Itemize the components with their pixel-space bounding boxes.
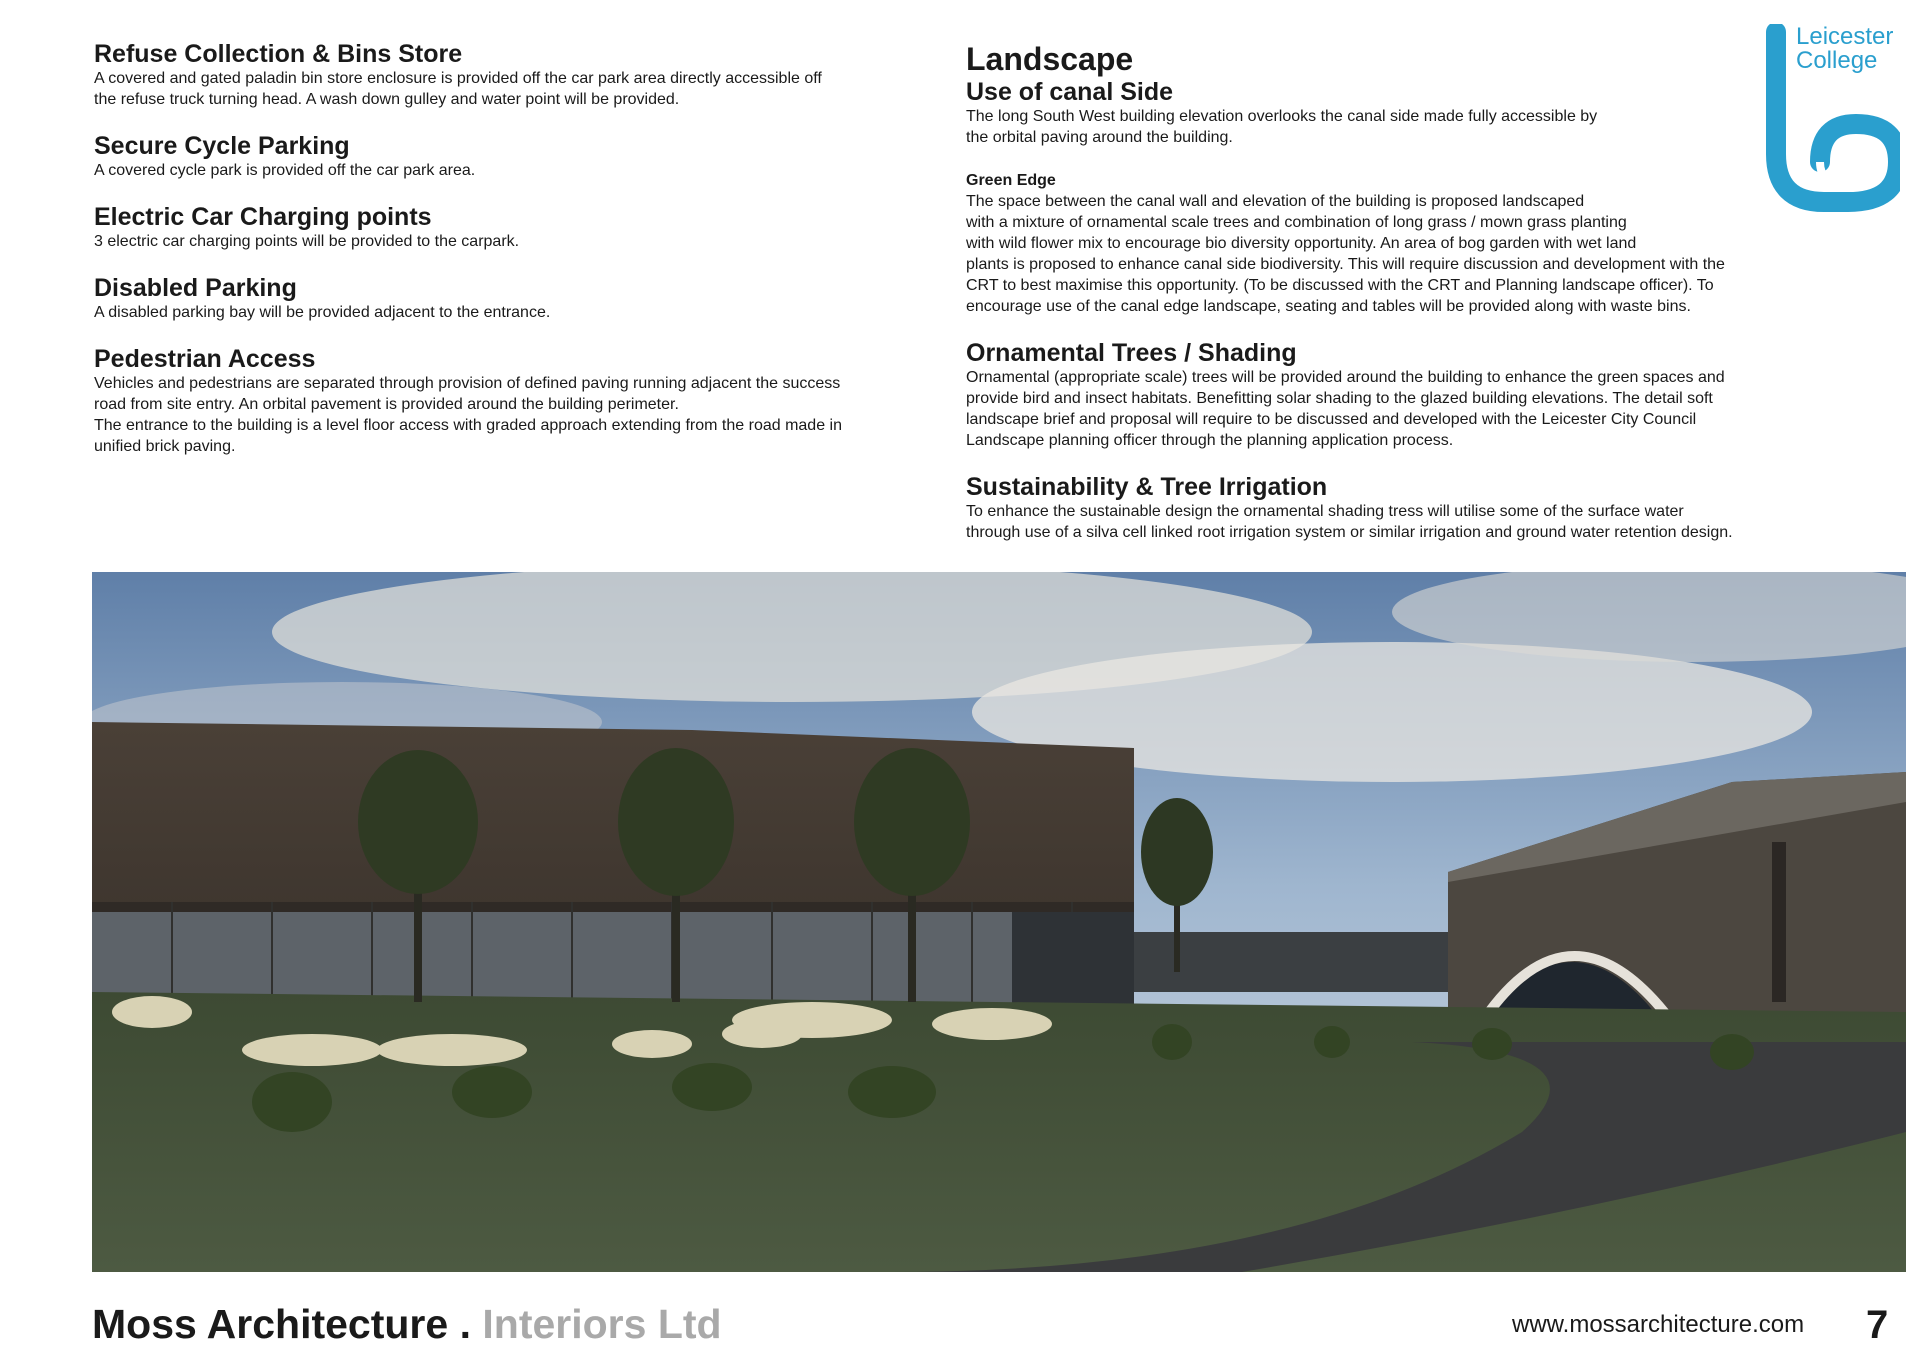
section-electric	[94, 203, 934, 252]
left-column	[94, 40, 934, 479]
body-line: A disabled parking bay will be provided adjacent to the entrance.	[94, 304, 551, 321]
section-title: Ornamental Trees / Shading	[966, 339, 1297, 367]
building-render-image	[92, 572, 1906, 1272]
leicester-college-logo	[1760, 24, 1900, 214]
section-green-edge	[966, 170, 1826, 317]
body-line: A covered and gated paladin bin store enclosure is provided off the car park area directly accessible off	[94, 70, 822, 87]
logo-line-2: College	[1796, 47, 1878, 74]
body-line: 3 electric car charging points will be provided to the carpark.	[94, 233, 520, 250]
section-canal	[966, 78, 1826, 148]
body-line: encourage use of the canal edge landscape, seating and tables will be provided along with waste bins.	[966, 298, 1691, 315]
section-disabled	[94, 274, 934, 323]
section-title: Green Edge	[966, 172, 1056, 189]
body-line: The space between the canal wall and elevation of the building is proposed landscaped	[966, 193, 1585, 210]
body-line: landscape brief and proposal will require to be discussed and developed with the Leicester City Council	[966, 411, 1697, 428]
body-line: A covered cycle park is provided off the car park area.	[94, 162, 476, 179]
render-illustration	[92, 572, 1906, 1272]
body-line: the refuse truck turning head. A wash down gulley and water point will be provided.	[94, 91, 680, 108]
section-title: Pedestrian Access	[94, 345, 316, 373]
body-line: plants is proposed to enhance canal side biodiversity. This will require discussion and development with the	[966, 256, 1725, 273]
body-line: The long South West building elevation overlooks the canal side made fully accessible by	[966, 108, 1598, 125]
section-cycle	[94, 132, 934, 181]
section-trees	[966, 339, 1826, 451]
body-line: The entrance to the building is a level floor access with graded approach extending from the road made in	[94, 417, 842, 434]
section-title: Refuse Collection & Bins Store	[94, 40, 463, 68]
section-sustainability	[966, 473, 1826, 543]
landscape-heading: Landscape	[966, 41, 1134, 77]
body-line: To enhance the sustainable design the ornamental shading tress will utilise some of the surface water	[966, 503, 1684, 520]
section-title: Secure Cycle Parking	[94, 132, 350, 160]
section-pedestrian	[94, 345, 934, 457]
section-refuse	[94, 40, 934, 110]
body-line: through use of a silva cell linked root irrigation system or similar irrigation and ground water retention design.	[966, 524, 1733, 541]
brand-name: Moss Architecture .	[92, 1301, 471, 1347]
body-line: the orbital paving around the building.	[966, 129, 1233, 146]
body-line: road from site entry. An orbital pavement is provided around the building perimeter.	[94, 396, 679, 413]
footer-brand	[92, 1300, 722, 1348]
body-line: Ornamental (appropriate scale) trees will be provided around the building to enhance the green spaces and	[966, 369, 1725, 386]
body-line: CRT to best maximise this opportunity. (To be discussed with the CRT and Planning landscape officer). To	[966, 277, 1714, 294]
body-line: with a mixture of ornamental scale trees and combination of long grass / mown grass planting	[966, 214, 1627, 231]
website-url: www.mossarchitecture.com	[1512, 1311, 1805, 1338]
section-title: Use of canal Side	[966, 78, 1174, 106]
body-line: with wild flower mix to encourage bio diversity opportunity. An area of bog garden with wet land	[966, 235, 1637, 252]
body-line: unified brick paving.	[94, 438, 236, 455]
page-number: 7	[1866, 1303, 1889, 1347]
logo-line-1: Leicester	[1796, 23, 1894, 50]
section-title: Sustainability & Tree Irrigation	[966, 473, 1328, 501]
body-line: provide bird and insect habitats. Benefitting solar shading to the glazed building elevations. The detail soft	[966, 390, 1713, 407]
right-column	[966, 40, 1826, 565]
section-title: Disabled Parking	[94, 274, 297, 302]
body-line: Vehicles and pedestrians are separated through provision of defined paving running adjacent the success	[94, 375, 841, 392]
brand-suffix: Interiors Ltd	[482, 1301, 722, 1347]
body-line: Landscape planning officer through the planning application process.	[966, 432, 1454, 449]
section-title: Electric Car Charging points	[94, 203, 432, 231]
